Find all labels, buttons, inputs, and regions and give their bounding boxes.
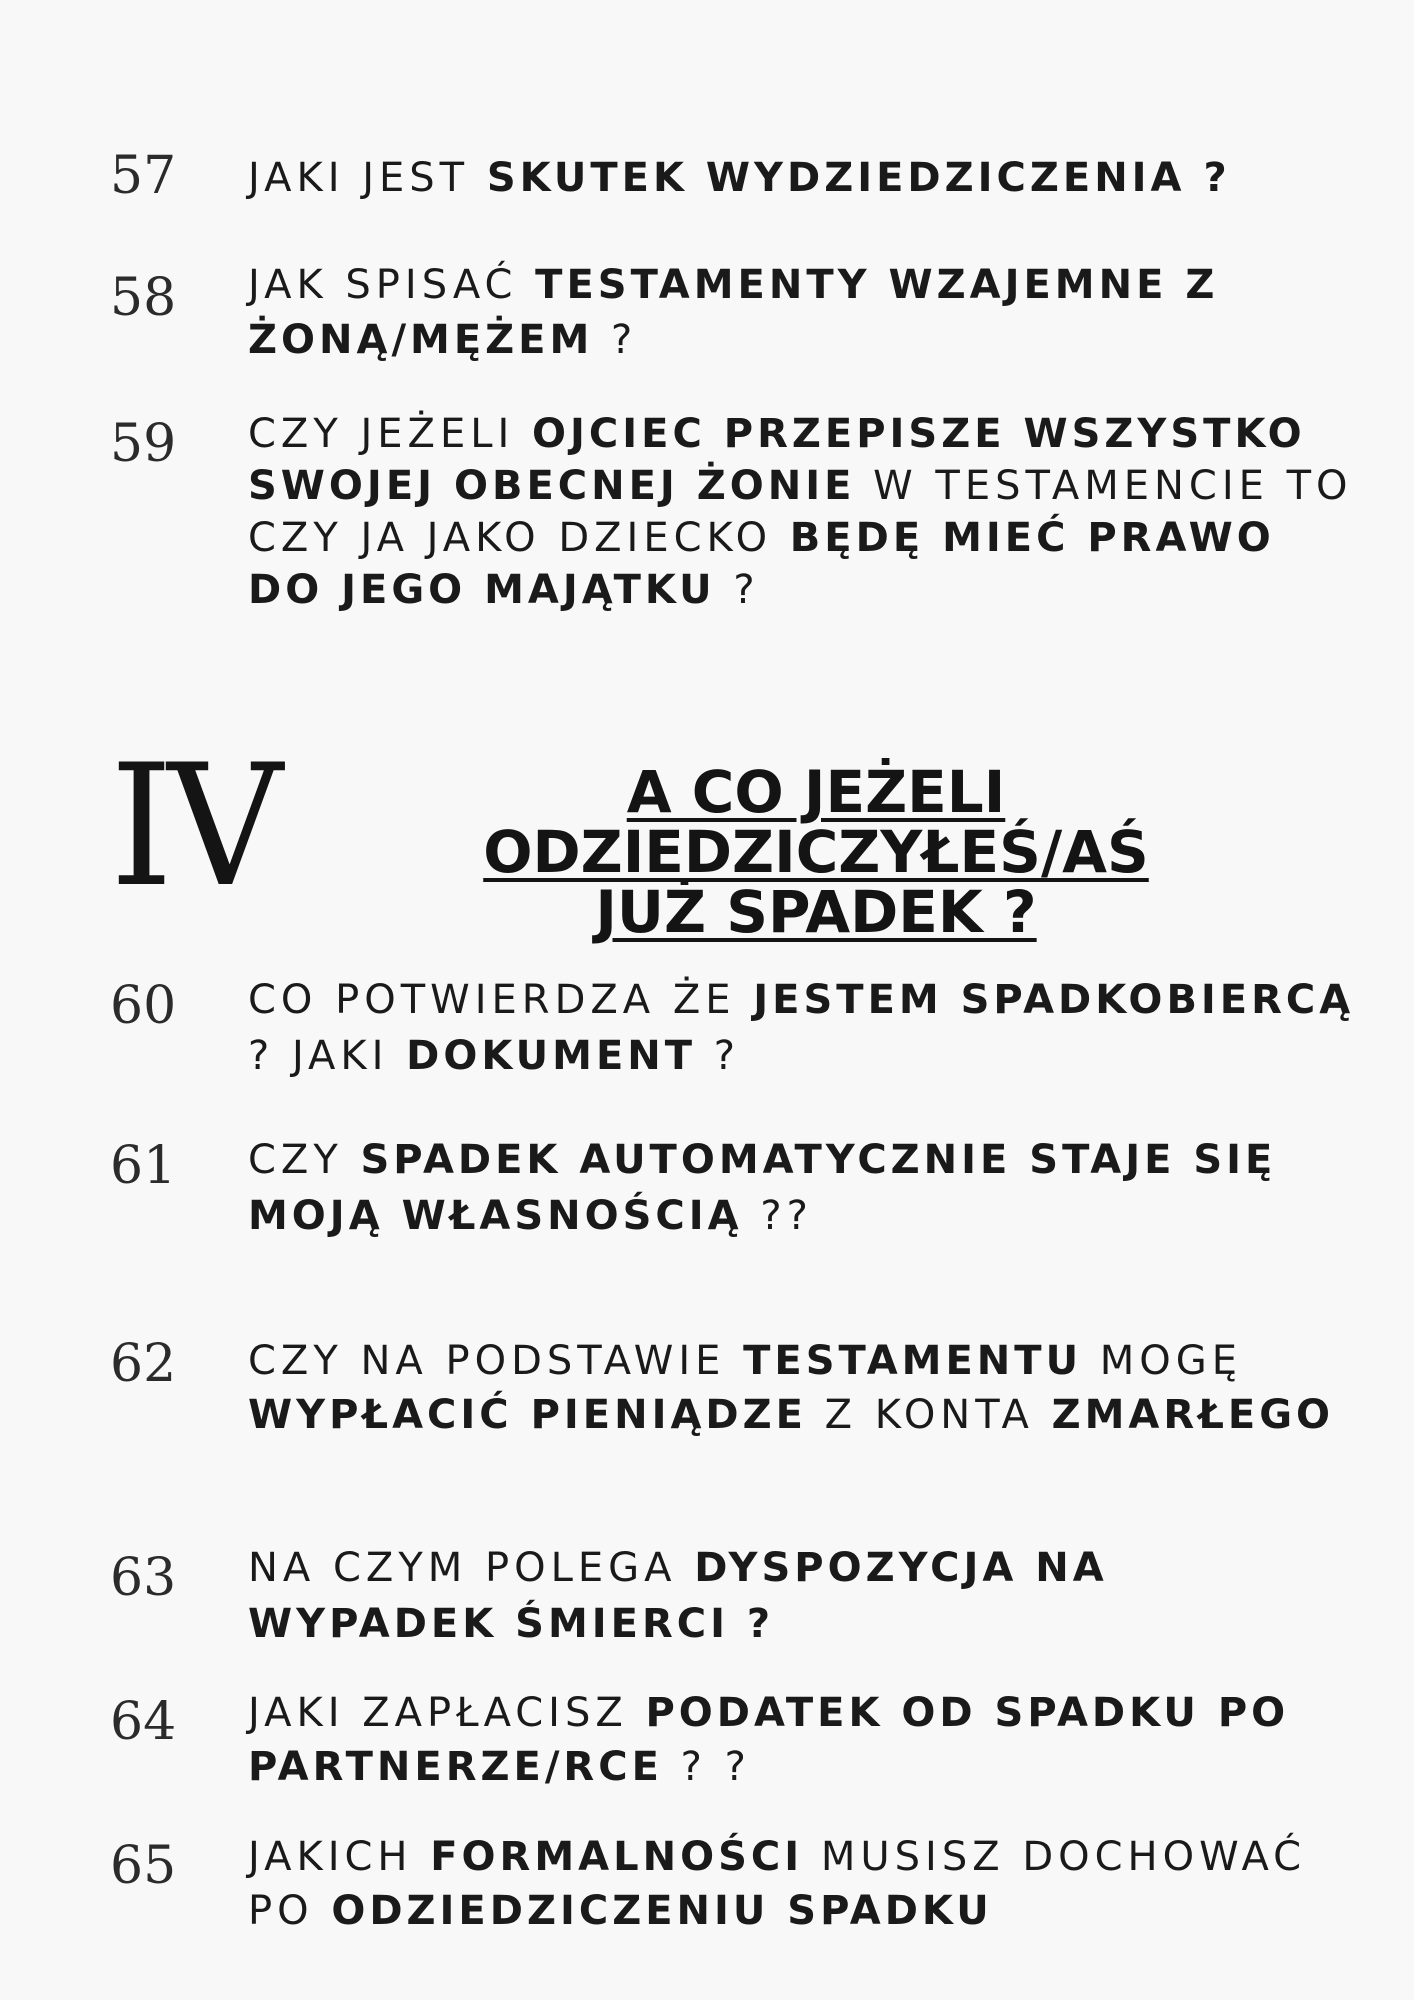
section-title [296,758,1336,946]
question-number: 62 [110,1334,177,1394]
question-number: 65 [110,1836,177,1896]
question-text-part: ?? [742,1193,813,1239]
section-title-line-2: JUŻ SPADEK ? [595,878,1037,946]
question-text-bold: ZMARŁEGO [1051,1392,1335,1438]
question-number: 64 [110,1692,177,1752]
question-text-part: ? [715,567,760,613]
question-number: 61 [110,1136,177,1196]
question-60 [248,972,1358,1084]
question-number: 57 [110,146,177,206]
section-roman-numeral: IV [110,728,277,924]
question-text-bold: DYSPOZYCJA NA WYPADEK ŚMIERCI ? [248,1545,1108,1647]
question-text-bold: TESTAMENTU [743,1338,1083,1384]
question-62 [248,1334,1358,1442]
question-text-part: CO POTWIERDZA ŻE [248,977,754,1023]
question-text-part: ? JAKI [248,1033,407,1079]
question-text-bold: TESTAMENTY WZAJEMNE Z ŻONĄ/MĘŻEM [248,262,1219,363]
question-text-bold: SKUTEK WYDZIEDZICZENIA ? [486,155,1231,201]
question-text-part: MUSISZ DOCHOWAĆ PO [248,1834,1307,1934]
question-text-bold: FORMALNOŚCI [430,1834,804,1880]
question-number: 59 [110,414,177,474]
question-65 [248,1830,1358,1938]
question-text-bold: BĘDĘ MIEĆ PRAWO DO JEGO MAJĄTKU [248,515,1275,613]
question-text-bold: DOKUMENT [406,1033,697,1079]
question-63 [248,1540,1358,1652]
question-text-part: JAK SPISAĆ [248,262,536,308]
question-text-part: ? ? [662,1744,751,1790]
question-number: 58 [110,268,177,328]
question-text-part: ? [696,1033,740,1079]
question-text-part: MOGĘ [1082,1338,1243,1384]
question-text-bold: SPADEK AUTOMATYCZNIE STAJE SIĘ MOJĄ WŁASNOŚCIĄ [248,1137,1277,1239]
question-text-part: NA CZYM POLEGA [248,1545,695,1591]
question-text-part: W TESTAMENCIE TO CZY JA JAKO DZIECKO [248,463,1353,561]
question-text-part: JAKI JEST [248,155,487,201]
question-58 [248,258,1358,368]
section-title-line-1: A CO JEŻELI ODZIEDZICZYŁEŚ/AŚ [483,758,1149,886]
question-text-bold: JESTEM SPADKOBIERCĄ [753,977,1355,1023]
question-text-part: JAKICH [248,1834,431,1880]
question-text-part: ? [593,317,638,363]
question-text-part: CZY NA PODSTAWIE [248,1338,744,1384]
question-number: 63 [110,1548,177,1608]
question-59 [248,408,1358,616]
question-text-part: Z KONTA [806,1392,1052,1438]
question-61 [248,1132,1358,1244]
question-text-bold: ODZIEDZICZENIU SPADKU [331,1888,993,1934]
question-64 [248,1686,1358,1794]
question-text-bold: WYPŁACIĆ PIENIĄDZE [248,1392,807,1438]
question-text-part: CZY JEŻELI [248,411,533,457]
question-text-part: CZY [248,1137,361,1183]
question-57 [248,150,1358,206]
question-number: 60 [110,976,177,1036]
question-text-bold: PODATEK OD SPADKU PO PARTNERZE/RCE [248,1690,1290,1790]
question-text-part: JAKI ZAPŁACISZ [248,1690,646,1736]
question-text-bold: OJCIEC PRZEPISZE WSZYSTKO SWOJEJ OBECNEJ ŻONIE [248,411,1306,509]
